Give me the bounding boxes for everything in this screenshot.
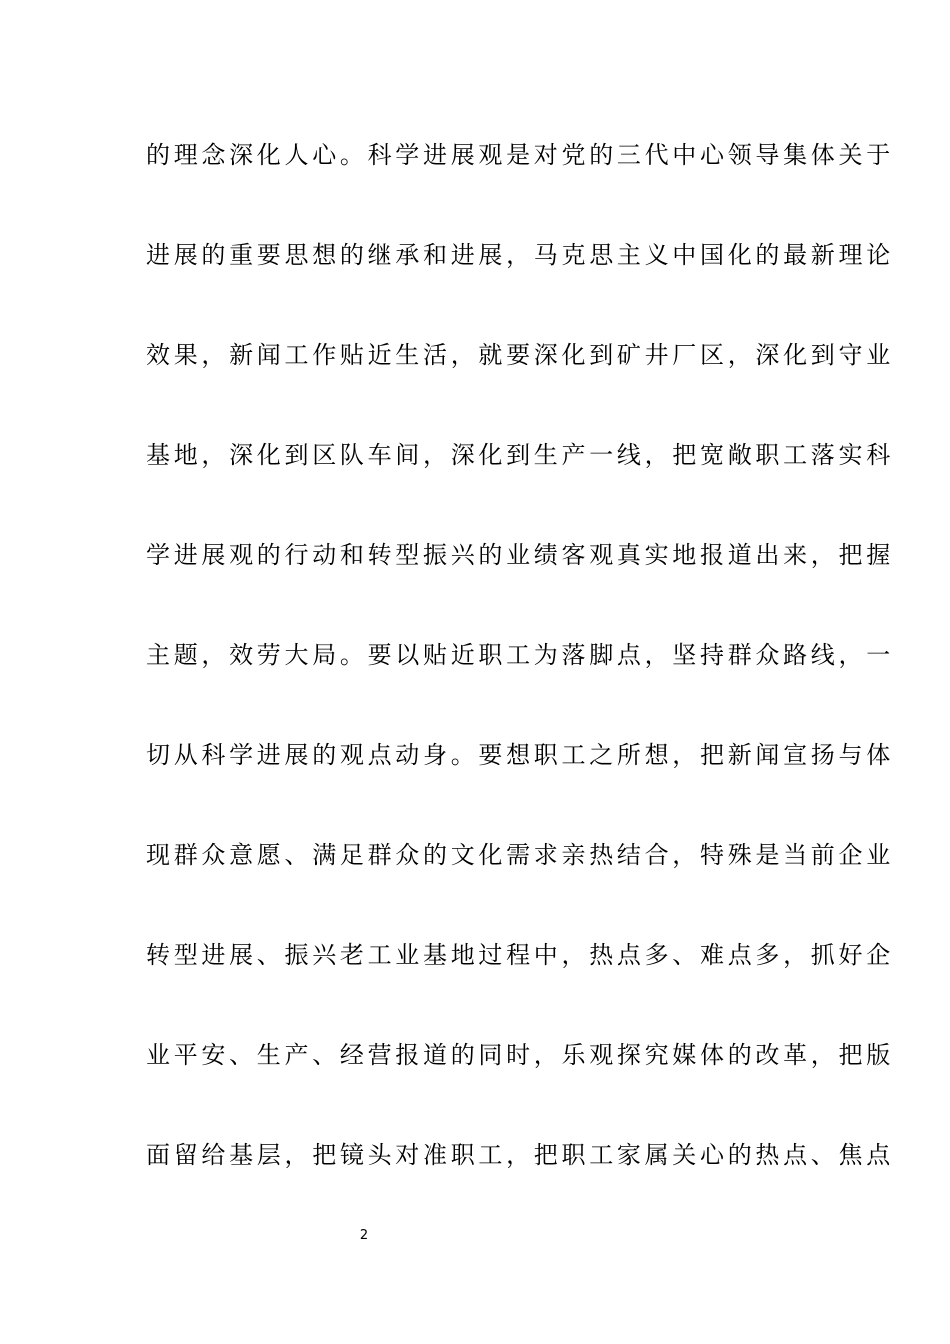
text-line-4: 基地，深化到区队车间，深化到生产一线，把宽敞职工落实科: [146, 441, 894, 469]
text-line-3: 效果，新闻工作贴近生活，就要深化到矿井厂区，深化到守业: [146, 341, 894, 369]
body-text: [146, 130, 894, 1230]
text-line-9: 转型进展、振兴老工业基地过程中，热点多、难点多，抓好企: [146, 941, 894, 969]
text-line-6: 主题，效劳大局。要以贴近职工为落脚点，坚持群众路线，一: [146, 641, 894, 669]
text-line-7: 切从科学进展的观点动身。要想职工之所想，把新闻宣扬与体: [146, 741, 894, 769]
text-line-5: 学进展观的行动和转型振兴的业绩客观真实地报道出来，把握: [146, 541, 894, 569]
text-line-10: 业平安、生产、经营报道的同时，乐观探究媒体的改革，把版: [146, 1041, 894, 1069]
text-line-8: 现群众意愿、满足群众的文化需求亲热结合，特殊是当前企业: [146, 841, 894, 869]
text-line-2: 进展的重要思想的继承和进展，马克思主义中国化的最新理论: [146, 241, 894, 269]
text-line-11: 面留给基层，把镜头对准职工，把职工家属关心的热点、焦点: [146, 1141, 894, 1169]
page-number: 2: [359, 1228, 369, 1243]
text-line-1: 的理念深化人心。科学进展观是对党的三代中心领导集体关于: [146, 141, 894, 169]
